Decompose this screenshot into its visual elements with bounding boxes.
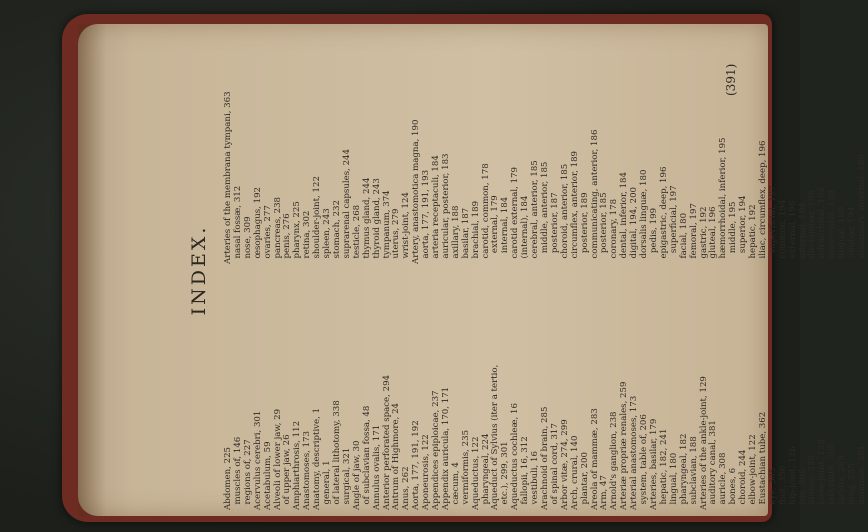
index-entry: Arnold's ganglion, 238 bbox=[609, 411, 620, 510]
index-entry: basilar, 187 bbox=[460, 207, 471, 264]
index-entry: larynx, 269 bbox=[837, 455, 848, 510]
index-entry: knee-joint, 128 bbox=[817, 439, 828, 510]
index-entry: hepatic, 182, 241 bbox=[658, 428, 669, 510]
index-entry: spleen, 243 bbox=[322, 208, 333, 264]
index-entry: bones, 6 bbox=[728, 467, 739, 510]
index-entry: of upper jaw, 26 bbox=[282, 434, 293, 510]
index-entry: Aqueductus cochleæ, 16 bbox=[510, 403, 521, 510]
index-entry: hæmorrhoidal, inferior, 195 bbox=[718, 137, 729, 264]
index-entry: axillary, 188 bbox=[450, 205, 461, 264]
index-entry: muscles of, 146 bbox=[232, 436, 243, 510]
index-entry: Artery, anastomotica magna, 190 bbox=[411, 119, 422, 264]
index-entry: Arteries of the membrana tympani, 363 bbox=[223, 91, 233, 264]
page-number: (391) bbox=[724, 63, 738, 96]
index-entry: pharyngeal, 224 bbox=[480, 433, 491, 510]
index-entry: gluteal, 196 bbox=[708, 206, 719, 264]
index-entry: nose, 309 bbox=[242, 216, 253, 264]
index-entry: of subclavian fossa, 48 bbox=[361, 405, 372, 510]
index-entry: testicle, 268 bbox=[351, 204, 362, 264]
index-entry: internal, 184 bbox=[500, 196, 511, 264]
index-entry: stomach, 232 bbox=[331, 200, 342, 264]
page-title: INDEX. bbox=[188, 224, 210, 316]
index-entry: Arch, crural, 140 bbox=[569, 435, 580, 510]
index-entry: posterior, 185 bbox=[599, 192, 610, 264]
index-entry: cæcum, 4 bbox=[450, 462, 461, 510]
index-entry: choroid, anterior, 185 bbox=[559, 163, 570, 264]
index-entry: Antrum of Highmore, 24 bbox=[391, 403, 402, 510]
index-page bbox=[188, 24, 867, 516]
index-entry: Arterial anastomoses, 173 bbox=[629, 395, 640, 510]
index-entry: ilio-lumbar, 196 bbox=[807, 190, 818, 264]
index-entry: hip-joint, 126 bbox=[787, 446, 798, 510]
index-entry: lingual, 180 bbox=[837, 206, 848, 264]
index-entry: retina, 302 bbox=[302, 210, 313, 264]
index-entry: pedis, 199 bbox=[648, 207, 659, 264]
index-entry: aorta, 177, 191, 193 bbox=[421, 169, 432, 264]
index-entry: superior, 194 bbox=[738, 195, 749, 264]
index-entry: intercostal, 188 bbox=[827, 190, 838, 264]
index-entry: lung, 255 bbox=[847, 463, 858, 510]
index-entry: middle, 195 bbox=[728, 201, 739, 264]
page-gutter-shadow bbox=[78, 24, 106, 516]
index-entry: superficial, 197 bbox=[767, 185, 778, 264]
index-entry: Aqueductus, 122 bbox=[470, 436, 481, 510]
index-entry: posterior, 189 bbox=[579, 192, 590, 264]
index-entry: facial, 180 bbox=[678, 212, 689, 264]
index-entry: nasal fossæ, 312 bbox=[232, 185, 243, 264]
index-entry: mammary, internal, 188 bbox=[857, 154, 867, 264]
index-entry: Acervulus cerebri, 301 bbox=[252, 410, 263, 510]
index-entry: (internal), 184 bbox=[520, 195, 531, 264]
index-entry: suprarenal capsules, 244 bbox=[341, 149, 352, 264]
index-entry: dental, inferior, 184 bbox=[619, 172, 630, 264]
index-entry: external, 196 bbox=[787, 200, 798, 264]
index-entry: kidney, 259 bbox=[807, 454, 818, 510]
index-entry: Aorta, 177, 191, 192 bbox=[411, 420, 422, 510]
index-entry: Amphiarthrosis, 112 bbox=[292, 420, 303, 510]
index-entry: gastric, 192 bbox=[698, 206, 709, 264]
index-entry: brachial, 189 bbox=[470, 200, 481, 264]
index-entry: uterus, 279 bbox=[391, 208, 402, 264]
index-entry: thyroid gland, 243 bbox=[371, 178, 382, 264]
index-entry: thymus gland, 244 bbox=[361, 177, 372, 264]
index-entry: eye, 305 bbox=[767, 467, 778, 510]
index-entry: communicating, anterior, 186 bbox=[589, 129, 600, 264]
index-entry: regions of, 227 bbox=[242, 439, 253, 510]
index-entry: femoral, 197 bbox=[688, 203, 699, 264]
index-entry: of lateral lithotomy, 338 bbox=[331, 400, 342, 510]
index-entry: etc.), 299, 301 bbox=[500, 441, 511, 510]
index-entry: pancreas, 238 bbox=[272, 196, 283, 264]
index-entry: pharyngeal, 182 bbox=[678, 433, 689, 510]
index-entry: Arteries of the ankle-joint, 129 bbox=[698, 376, 709, 510]
index-entry: cerebral, anterior, 185 bbox=[530, 160, 541, 264]
index-entry: fallopii, 16, 312 bbox=[520, 436, 531, 510]
index-entry: lingual, 180 bbox=[668, 452, 679, 510]
index-entry: Aponeurosis, 122 bbox=[421, 434, 432, 510]
index-entry: Anatomy, descriptive, 1 bbox=[312, 407, 323, 510]
index-entry: iliac, circumflex, deep, 196 bbox=[757, 140, 768, 264]
index-entry: tympanum, 374 bbox=[381, 190, 392, 264]
index-entry: Aqueduct of Sylvius (iter a tertio, bbox=[490, 364, 501, 510]
rotated-text-block bbox=[188, 24, 867, 516]
index-entry: carotid, common, 178 bbox=[480, 163, 491, 264]
index-entry: surgical, 321 bbox=[341, 447, 352, 510]
index-entry: posterior, 187 bbox=[549, 192, 560, 264]
index-entry: system, table of, 206 bbox=[639, 414, 650, 510]
index-entry: external, 179 bbox=[490, 195, 501, 264]
index-entry: Areola of mammæ, 283 bbox=[589, 408, 600, 510]
index-entry: labyrinth, 365 bbox=[827, 443, 838, 510]
index-column-right bbox=[224, 34, 868, 264]
index-entry: middle, anterior, 185 bbox=[540, 161, 550, 264]
index-entry: Acetabulum, 59 bbox=[262, 441, 273, 510]
index-entry: œsophagus, 192 bbox=[252, 186, 263, 264]
index-entry: superficial, 197 bbox=[668, 185, 679, 264]
index-entry: carotid external, 179 bbox=[510, 167, 521, 264]
index-entry: Abdomen, 225 bbox=[223, 446, 233, 510]
index-entry: epigastric, deep, 196 bbox=[658, 166, 669, 264]
index-entry: ovaries, 277 bbox=[262, 205, 273, 264]
index-entry: of spinal cord, 317 bbox=[549, 423, 560, 510]
index-entry: Anastomoses, 173 bbox=[302, 431, 313, 510]
index-entry: Arbor vitæ, 274, 299 bbox=[559, 419, 570, 510]
index-entry: Anterior perforated space, 294 bbox=[381, 374, 392, 510]
index-entry: vestibuli, 16 bbox=[530, 451, 541, 510]
index-entry: Arachnoid of brain, 285 bbox=[540, 406, 550, 510]
index-entry: Anus, 262 bbox=[401, 466, 412, 510]
index-entry: Eustachian tube, 362 bbox=[757, 411, 768, 510]
index-entry: dorsalis linguæ, 180 bbox=[639, 169, 650, 264]
index-entry: Appendices epiploicae, 237 bbox=[431, 390, 442, 510]
index-entry: auditory canal, 381 bbox=[708, 420, 719, 510]
index-entry: mammæ, 281 bbox=[857, 445, 867, 510]
index-entry: foot, 356 bbox=[777, 465, 788, 510]
index-entry: infraorbital, 184 bbox=[817, 187, 828, 264]
index-entry: arteria receptaculi, 184 bbox=[431, 155, 442, 264]
index-entry: Annulus ovalis, 171 bbox=[371, 424, 382, 510]
index-entry: pharynx, 225 bbox=[292, 201, 303, 264]
index-entry: hepatic, 192 bbox=[748, 204, 759, 264]
index-entry: Arm, 47 bbox=[599, 475, 610, 510]
index-entry: shoulder-joint, 122 bbox=[312, 176, 323, 264]
index-entry: circumflex, anterior, 189 bbox=[569, 150, 580, 264]
index-entry: iris, 306 bbox=[797, 468, 808, 510]
index-entry: Alveoli of lower jaw, 29 bbox=[272, 408, 283, 510]
index-entry: internal, 194 bbox=[797, 202, 808, 264]
index-entry: Arteriæ propriæ renales, 259 bbox=[619, 381, 630, 510]
index-entry: choroid, 244 bbox=[738, 449, 749, 510]
index-entry: lumbar, 194 bbox=[847, 206, 858, 264]
index-entry: digital, 194, 200 bbox=[629, 186, 640, 264]
index-entry: wrist-joint, 124 bbox=[401, 192, 412, 264]
index-entry: Arteries, basilar, 179 bbox=[648, 418, 659, 510]
index-entry: plantar, 200 bbox=[579, 452, 590, 510]
index-entry: auricular, posterior, 183 bbox=[440, 153, 451, 264]
index-entry: penis, 276 bbox=[282, 213, 293, 264]
index-entry: common, 194 bbox=[777, 199, 788, 264]
index-entry: coronary, 178 bbox=[609, 198, 620, 264]
index-entry: vermiformis, 235 bbox=[460, 429, 471, 510]
index-entry: Angle of jaw, 30 bbox=[351, 440, 362, 510]
index-entry: subclavian, 188 bbox=[688, 436, 699, 510]
index-entry: Appendix auricula, 170, 171 bbox=[440, 386, 451, 510]
index-column-left bbox=[224, 280, 868, 510]
book-page bbox=[78, 24, 867, 516]
index-entry: auricle, 308 bbox=[718, 452, 729, 510]
index-entry: elbow-joint, 122 bbox=[748, 434, 759, 510]
index-entry: general, 1 bbox=[322, 460, 333, 510]
